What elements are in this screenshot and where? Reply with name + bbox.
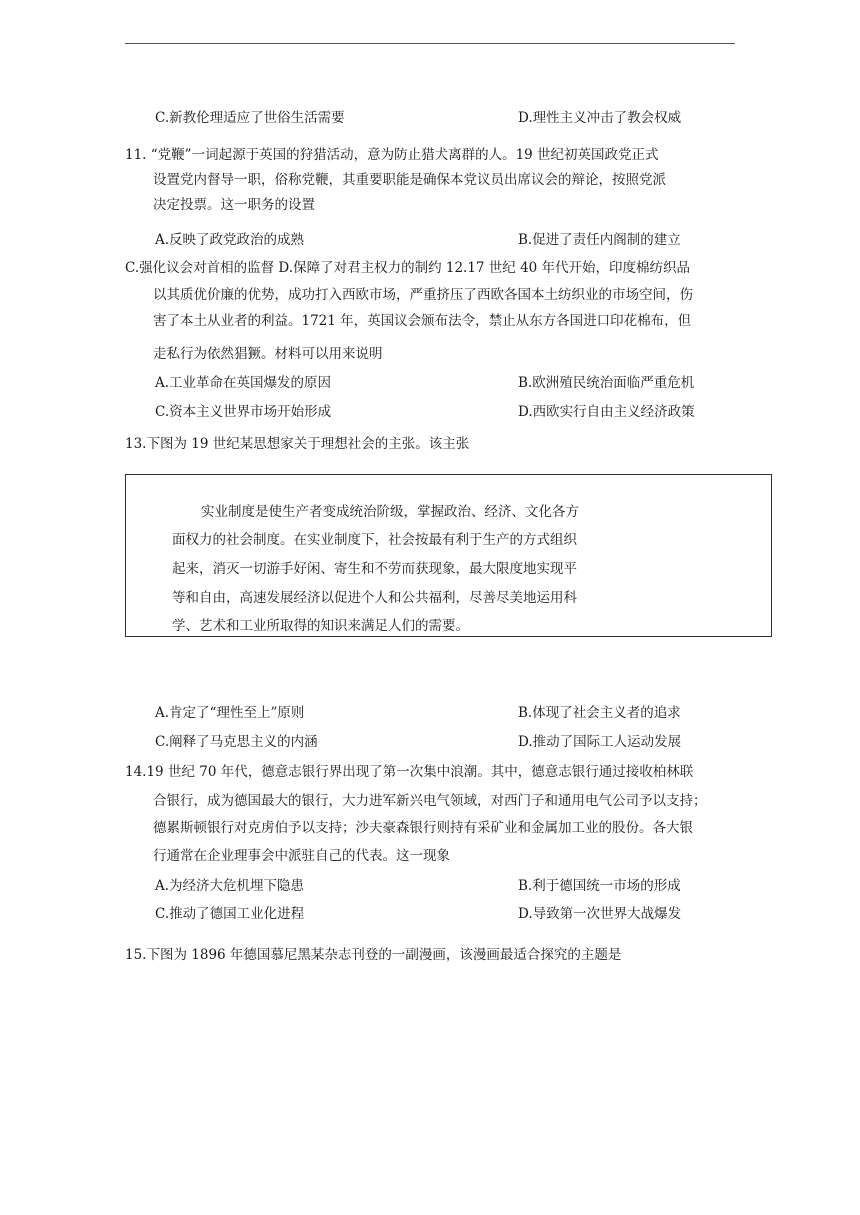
q12-stem-line-2: 害了本土从业者的利益。1721 年，英国议会颁布法令，禁止从东方各国进口印花棉布，但 — [153, 313, 692, 329]
q15-stem: 15.下图为 1896 年德国慕尼黑某杂志刊登的一副漫画，该漫画最适合探究的主题是 — [125, 947, 622, 963]
q13-option-a: A.肯定了“理性至上”原则 — [155, 705, 305, 721]
q14-option-c: C.推动了德国工业化进程 — [155, 906, 305, 922]
q13-option-b: B.体现了社会主义者的追求 — [518, 705, 681, 721]
q14-option-d: D.导致第一次世界大战爆发 — [518, 906, 682, 922]
q12-stem-line-1: 以其质优价廉的优势，成功打入西欧市场，严重挤压了西欧各国本土纺织业的市场空间，伤 — [153, 287, 693, 303]
q12-option-b: B.欧洲殖民统治面临严重危机 — [518, 375, 695, 391]
q11-stem-line-1: 11. “党鞭”一词起源于英国的狩猎活动，意为防止猎犬离群的人。19 世纪初英国政党正式 — [125, 147, 659, 163]
q11-stem-line-2: 设置党内督导一职，俗称党鞭，其重要职能是确保本党议员出席议会的辩论，按照党派 — [153, 172, 666, 188]
q13-quote-line-3: 起来，消灭一切游手好闲、寄生和不劳而获现象，最大限度地实现平 — [172, 561, 577, 577]
q11-options-cd-q12-start: C.强化议会对首相的监督 D.保障了对君主权力的制约 12.17 世纪 40 年代开始，印度棉纺织品 — [125, 260, 691, 276]
q10-option-c: C.新教伦理适应了世俗生活需要 — [155, 110, 345, 126]
q13-quote-line-1: 实业制度是使生产者变成统治阶级，掌握政治、经济、文化各方 — [201, 504, 579, 520]
q12-option-c: C.资本主义世界市场开始形成 — [155, 404, 332, 420]
q12-option-d: D.西欧实行自由主义经济政策 — [518, 404, 695, 420]
q14-option-b: B.利于德国统一市场的形成 — [518, 878, 681, 894]
q13-option-d: D.推动了国际工人运动发展 — [518, 734, 682, 750]
q12-option-a: A.工业革命在英国爆发的原因 — [155, 375, 332, 391]
q11-stem-line-3: 决定投票。这一职务的设置 — [153, 197, 315, 213]
q13-stem: 13.下图为 19 世纪某思想家关于理想社会的主张。该主张 — [125, 436, 470, 452]
q14-stem-line-1: 14.19 世纪 70 年代，德意志银行界出现了第一次集中浪潮。其中，德意志银行通过接收柏林联 — [125, 764, 694, 780]
q13-quote-line-2: 面权力的社会制度。在实业制度下，社会按最有利于生产的方式组织 — [172, 532, 577, 548]
q14-stem-line-2: 合银行，成为德国最大的银行，大力进军新兴电气领域，对西门子和通用电气公司予以支持； — [153, 793, 707, 809]
q11-option-b: B.促进了责任内阁制的建立 — [518, 232, 681, 248]
q13-quote-line-5: 学、艺术和工业所取得的知识来满足人们的需要。 — [172, 618, 469, 634]
q14-stem-line-3: 德累斯顿银行对克虏伯予以支持；沙夫豪森银行则持有采矿业和金属加工业的股份。各大银 — [153, 820, 693, 836]
q14-option-a: A.为经济大危机埋下隐患 — [155, 878, 305, 894]
q14-stem-line-4: 行通常在企业理事会中派驻自己的代表。这一现象 — [153, 848, 450, 864]
q12-stem-line-3: 走私行为依然猖獗。材料可以用来说明 — [153, 346, 383, 362]
q11-option-a: A.反映了政党政治的成熟 — [155, 232, 305, 248]
q13-quote-line-4: 等和自由，高速发展经济以促进个人和公共福利，尽善尽美地运用科 — [172, 590, 577, 606]
q10-option-d: D.理性主义冲击了教会权威 — [518, 110, 682, 126]
header-rule — [125, 43, 735, 44]
q13-quote-box — [125, 474, 772, 637]
q13-option-c: C.阐释了马克思主义的内涵 — [155, 734, 318, 750]
